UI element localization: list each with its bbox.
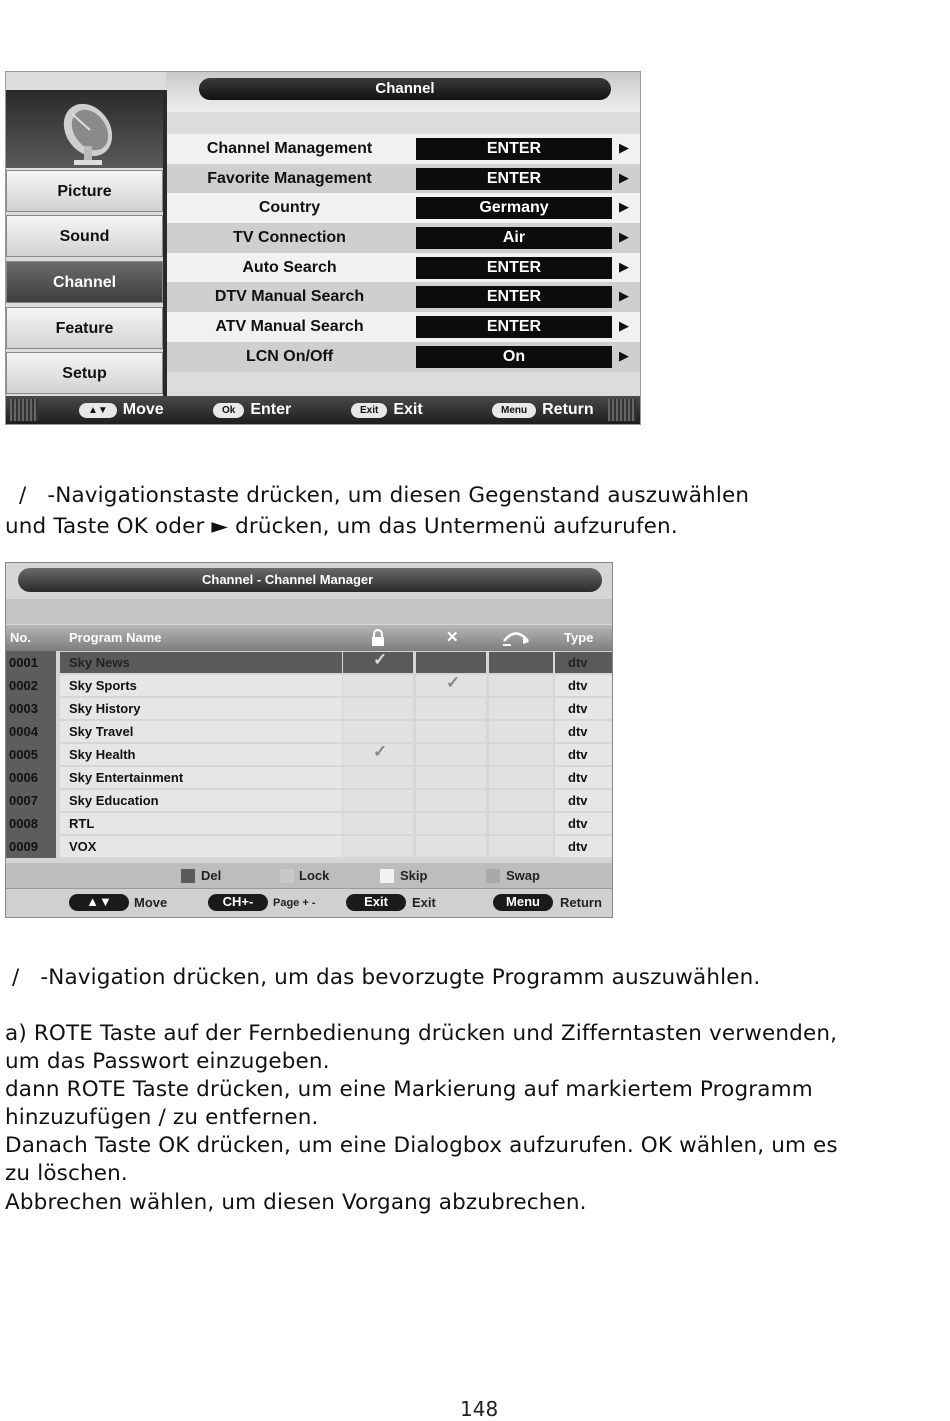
program-type: dtv [555, 698, 612, 719]
checkmark-icon: ✓ [373, 742, 388, 761]
hint-label: Return [542, 401, 594, 418]
hint-return: Return [560, 895, 602, 910]
exit-key-icon: Exit [346, 894, 406, 911]
setting-label: LCN On/Off [245, 347, 334, 365]
hint-move: Move [134, 895, 168, 910]
delete-cell[interactable] [416, 652, 486, 673]
setting-row-channel-management[interactable] [167, 134, 640, 164]
table-row[interactable] [6, 812, 612, 835]
setting-row-auto-search[interactable] [167, 253, 640, 283]
swap-cell[interactable] [489, 698, 553, 719]
setting-value[interactable]: ENTER [416, 168, 612, 190]
manager-footer-bar [6, 888, 612, 917]
menu-footer-bar [6, 396, 640, 424]
arrow-right-icon: ▶ [619, 289, 629, 305]
delete-cell[interactable] [416, 790, 486, 811]
arrows-key-icon: ▲▼ [79, 403, 117, 418]
checkmark-icon: ✓ [446, 673, 461, 692]
program-type: dtv [555, 767, 612, 788]
swap-cell[interactable] [489, 836, 553, 857]
delete-cell[interactable] [416, 813, 486, 834]
legend-swatch-swap [486, 869, 500, 883]
delete-cell[interactable] [416, 836, 486, 857]
legend-swatch-del [181, 869, 195, 883]
legend-label-lock: Lock [299, 868, 330, 883]
setting-label: Favorite Management [207, 169, 372, 187]
menu-title: Channel [199, 78, 611, 100]
hint-label: Enter [250, 401, 292, 418]
legend-swatch-lock [280, 869, 294, 883]
setting-value[interactable]: ENTER [416, 286, 612, 308]
hint-exit: Exit [412, 895, 436, 910]
channel-manager-screenshot [5, 562, 613, 918]
legend-swatch-skip [380, 869, 394, 883]
swap-cell[interactable] [489, 790, 553, 811]
channel-settings-list [167, 134, 640, 372]
program-number: 0003 [6, 697, 56, 720]
delete-cell[interactable] [416, 744, 486, 765]
sidebar-item-setup[interactable]: Setup [6, 352, 163, 394]
delete-cell[interactable] [416, 675, 486, 696]
swap-cell[interactable] [489, 813, 553, 834]
setting-label: Auto Search [242, 258, 337, 276]
checkmark-icon: ✓ [373, 650, 388, 669]
arrow-right-icon: ▶ [619, 319, 629, 335]
setting-label: Country [258, 199, 321, 217]
lock-cell[interactable] [343, 698, 413, 719]
program-type: dtv [555, 675, 612, 696]
header-band [6, 599, 612, 624]
setting-value[interactable]: ENTER [416, 257, 612, 279]
setting-label: ATV Manual Search [215, 318, 364, 336]
program-name: VOX [60, 836, 342, 857]
lock-cell[interactable] [343, 767, 413, 788]
menu-key-icon: Menu [493, 894, 553, 911]
table-row[interactable] [6, 743, 612, 766]
program-name: Sky Education [60, 790, 342, 811]
page-number: 148 [460, 1397, 499, 1421]
swap-cell[interactable] [489, 721, 553, 742]
sidebar-item-sound[interactable]: Sound [6, 215, 163, 257]
exit-key-icon: Exit [351, 403, 387, 418]
instruction-line-2: und Taste OK oder ► drücken, um das Untermenü aufzurufen. [5, 514, 678, 539]
lock-cell[interactable] [343, 675, 413, 696]
hint-label: Exit [393, 401, 423, 418]
manager-title: Channel - Channel Manager [18, 568, 602, 592]
setting-row-country[interactable] [167, 193, 640, 223]
lock-cell[interactable] [343, 744, 413, 765]
instruction-line-3: / -Navigation drücken, um das bevorzugte Programm auszuwählen. [5, 965, 761, 990]
hint-page: Page + - [273, 897, 316, 909]
program-number: 0001 [6, 651, 56, 674]
legend-label-skip: Skip [400, 868, 428, 883]
program-name: Sky Sports [60, 675, 342, 696]
arrow-right-icon: ▶ [619, 348, 629, 364]
setting-label: Channel Management [206, 140, 373, 157]
legend-label-del: Del [201, 868, 222, 883]
ok-key-icon: Ok [213, 403, 244, 418]
delete-cell[interactable] [416, 767, 486, 788]
table-row[interactable] [6, 651, 612, 674]
setting-row-atv-manual-search[interactable] [167, 312, 640, 342]
table-row[interactable] [6, 766, 612, 789]
hint-enter [213, 396, 291, 424]
swap-cell[interactable] [489, 767, 553, 788]
delete-x-icon: ✕ [446, 629, 459, 646]
instruction-para-5: Danach Taste OK drücken, um eine Dialogbox aufzurufen. OK wählen, um es [5, 1133, 838, 1158]
setting-value[interactable]: ENTER [416, 316, 612, 338]
program-number: 0004 [6, 720, 56, 743]
sidebar-item-channel[interactable]: Channel [6, 261, 163, 303]
satellite-dish-icon [6, 90, 163, 168]
program-type: dtv [555, 721, 612, 742]
swap-cell[interactable] [489, 675, 553, 696]
program-number: 0006 [6, 766, 56, 789]
hint-move [79, 396, 164, 424]
lock-cell[interactable] [343, 813, 413, 834]
menu-key-icon: Menu [492, 403, 536, 418]
swap-cell[interactable] [489, 744, 553, 765]
arrow-right-icon: ▶ [619, 200, 629, 216]
channel-menu-screenshot [5, 71, 641, 425]
setting-value[interactable]: Air [416, 227, 612, 249]
column-header-type: Type [564, 630, 594, 645]
table-header [6, 625, 612, 651]
program-number: 0005 [6, 743, 56, 766]
setting-row-dtv-manual-search[interactable] [167, 282, 640, 312]
legend-label-swap: Swap [506, 868, 540, 883]
setting-value[interactable]: ENTER [416, 138, 612, 160]
instruction-para-2: um das Passwort einzugeben. [5, 1049, 330, 1074]
program-number: 0008 [6, 812, 56, 835]
program-number: 0007 [6, 789, 56, 812]
program-type: dtv [555, 836, 612, 857]
table-row[interactable] [6, 789, 612, 812]
table-row[interactable] [6, 674, 612, 697]
hint-return [492, 396, 594, 424]
instruction-para-3: dann ROTE Taste drücken, um eine Markierung auf markiertem Programm [5, 1077, 813, 1102]
delete-cell[interactable] [416, 698, 486, 719]
sidebar-item-picture[interactable]: Picture [6, 170, 163, 212]
ch-key-icon: CH+- [208, 894, 268, 911]
footer-grip-right [608, 399, 636, 421]
hint-exit [351, 396, 423, 424]
instruction-para-6: zu löschen. [5, 1161, 128, 1186]
lock-cell[interactable] [343, 721, 413, 742]
hint-label: Move [122, 401, 164, 418]
instruction-line-1: / -Navigationstaste drücken, um diesen Gegenstand auszuwählen [5, 483, 750, 508]
arrow-right-icon: ▶ [619, 259, 629, 275]
setting-row-favorite-management[interactable] [167, 164, 640, 194]
instruction-para-1: a) ROTE Taste auf der Fernbedienung drücken und Zifferntasten verwenden, [5, 1021, 838, 1046]
program-name: RTL [60, 813, 342, 834]
arrows-key-icon: ▲▼ [69, 894, 129, 911]
instruction-para-7: Abbrechen wählen, um diesen Vorgang abzubrechen. [5, 1190, 587, 1215]
program-table [6, 651, 612, 858]
program-name: Sky Health [60, 744, 342, 765]
lock-cell[interactable] [343, 836, 413, 857]
table-row[interactable] [6, 835, 612, 858]
setting-row-tv-connection[interactable] [167, 223, 640, 253]
program-number: 0009 [6, 835, 56, 858]
instruction-para-4: hinzuzufügen / zu entfernen. [5, 1105, 319, 1130]
setting-value[interactable]: Germany [416, 197, 612, 219]
setting-label: DTV Manual Search [214, 288, 365, 306]
column-header-program-name: Program Name [69, 630, 162, 645]
table-row[interactable] [6, 697, 612, 720]
program-name: Sky News [60, 652, 342, 673]
program-type: dtv [555, 652, 612, 673]
delete-cell[interactable] [416, 721, 486, 742]
setting-row-lcn[interactable] [167, 342, 640, 372]
arrow-right-icon: ▶ [619, 230, 629, 246]
program-name: Sky Entertainment [60, 767, 342, 788]
setting-label: TV Connection [233, 229, 346, 247]
setting-value[interactable]: On [416, 346, 612, 368]
swap-cell[interactable] [489, 652, 553, 673]
lock-cell[interactable] [343, 652, 413, 673]
lock-cell[interactable] [343, 790, 413, 811]
program-type: dtv [555, 790, 612, 811]
footer-grip-left [10, 399, 38, 421]
program-number: 0002 [6, 674, 56, 697]
column-header-no: No. [10, 630, 31, 645]
sidebar-item-feature[interactable]: Feature [6, 307, 163, 349]
program-name: Sky History [60, 698, 342, 719]
program-name: Sky Travel [60, 721, 342, 742]
program-type: dtv [555, 813, 612, 834]
color-legend [6, 863, 612, 889]
program-type: dtv [555, 744, 612, 765]
arrow-right-icon: ▶ [619, 141, 629, 156]
table-row[interactable] [6, 720, 612, 743]
arrow-right-icon: ▶ [619, 170, 629, 186]
